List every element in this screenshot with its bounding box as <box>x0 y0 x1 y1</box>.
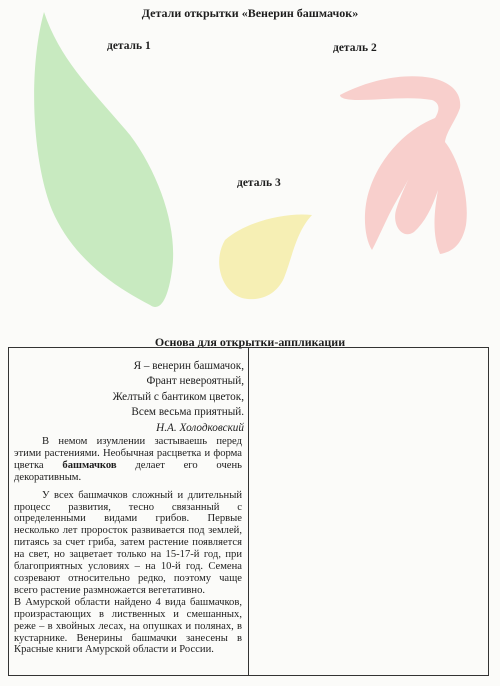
paragraph-1 <box>14 436 242 484</box>
part-2-petals-shape <box>340 76 467 254</box>
part-1-label: деталь 1 <box>107 40 151 52</box>
part-2-label: деталь 2 <box>333 42 377 54</box>
paragraph-2: У всех башмачков сложный и длительный процесс развития, тесно связанный с определенными видами грибов. Первые несколько лет проросток развивается под землей, питаясь за счет гриба, затем растение появляется на свет, но зацветает только на 15-17-й год, при благоприятных условиях – на 10-й год. Семена созревают относительно редко, поэтому чаще всего растение размножается вегетативно. <box>14 489 242 596</box>
page-title: Детали открытки «Венерин башмачок» <box>141 6 359 20</box>
paragraph-3: В Амурской области найдено 4 вида башмачков, произрастающих в лиственных и смешанных, реже – в хвойных лесах, на опушках и полянах, в кустарнике. Венерины башмачки занесены в Красные книги Амурской области и России. <box>14 596 242 656</box>
poem-author: Н.А. Холодковский <box>156 421 244 434</box>
poem <box>113 359 244 436</box>
part-1-leaf-shape <box>34 12 173 307</box>
part-3-label: деталь 3 <box>237 177 281 189</box>
paragraph-1-end: делает его очень декоративным. <box>14 459 242 483</box>
part-3-petal-shape <box>219 214 312 299</box>
poem-line: Всем весьма приятный. <box>131 406 244 419</box>
fold-line <box>248 347 249 676</box>
card-parts <box>0 0 500 330</box>
poem-line: Желтый с бантиком цветок, <box>112 390 244 403</box>
paragraph-1-start: В немом изумлении застываешь перед этими растениями. Необычная расцветка и форма цветка <box>14 436 242 471</box>
body-text <box>14 436 242 656</box>
poem-line: Я – венерин башмачок, <box>133 360 244 372</box>
highlighted-word: башмачков <box>62 459 117 471</box>
base-title: Основа для открытки-аппликации <box>154 335 346 349</box>
poem-line: Франт невероятный, <box>146 375 244 388</box>
